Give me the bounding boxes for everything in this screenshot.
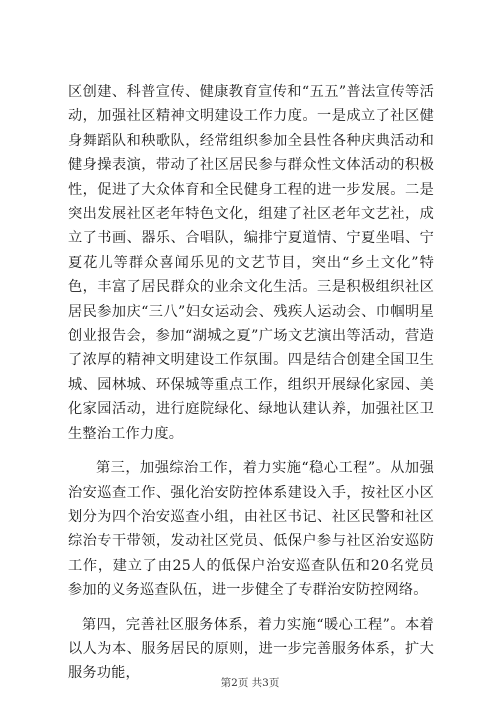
document-body [68,80,434,686]
paragraph-2: 第三，加强综治工作，着力实施“稳心工程”。从加强治安巡查工作、强化治安防控体系建设入手，按社区小区划分为四个治安巡查小组，由社区书记、社区民警和社区综治专干带领，发动社区党员、低保户参与社区治安巡防工作，建立了由25人的低保户治安巡查队伍和20名党员参加的义务巡查队伍，进一步健全了专群治安防控网络。 [68,460,434,599]
paragraph-1: 区创建、科普宣传、健康教育宣传和“五五”普法宣传等活动，加强社区精神文明建设工作力度。一是成立了社区健身舞蹈队和秧歌队，经常组织参加全县性各种庆典活动和健身操表演，带动了社区居民参与群众性文体活动的积极性，促进了大众体育和全民健身工程的进一步发展。二是突出发展社区老年特色文化，组建了社区老年文艺社，成立了书画、器乐、合唱队，编排宁夏道情、宁夏坐唱、宁夏花儿等群众喜闻乐见的文艺节目，突出“乡土文化”特色，丰富了居民群众的业余文化生活。三是积极组织社区居民参加庆“三八”妇女运动会、残疾人运动会、巾帼明星创业报告会，参加“湖城之夏”广场文艺演出等活动，营造了浓厚的精神文明建设工作氛围。四是结合创建全国卫生城、园林城、环保城等重点工作，组织开展绿化家园、美化家园活动，进行庭院绿化、绿地认建认养，加强社区卫生整治工作力度。 [68,84,434,442]
page-number-footer: 第2页 共3页 [220,677,280,689]
paragraph-3: 第四，完善社区服务体系，着力实施“暖心工程”。本着以人为本、服务居民的原则，进一步完善服务体系，扩大服务功能， [68,616,434,682]
